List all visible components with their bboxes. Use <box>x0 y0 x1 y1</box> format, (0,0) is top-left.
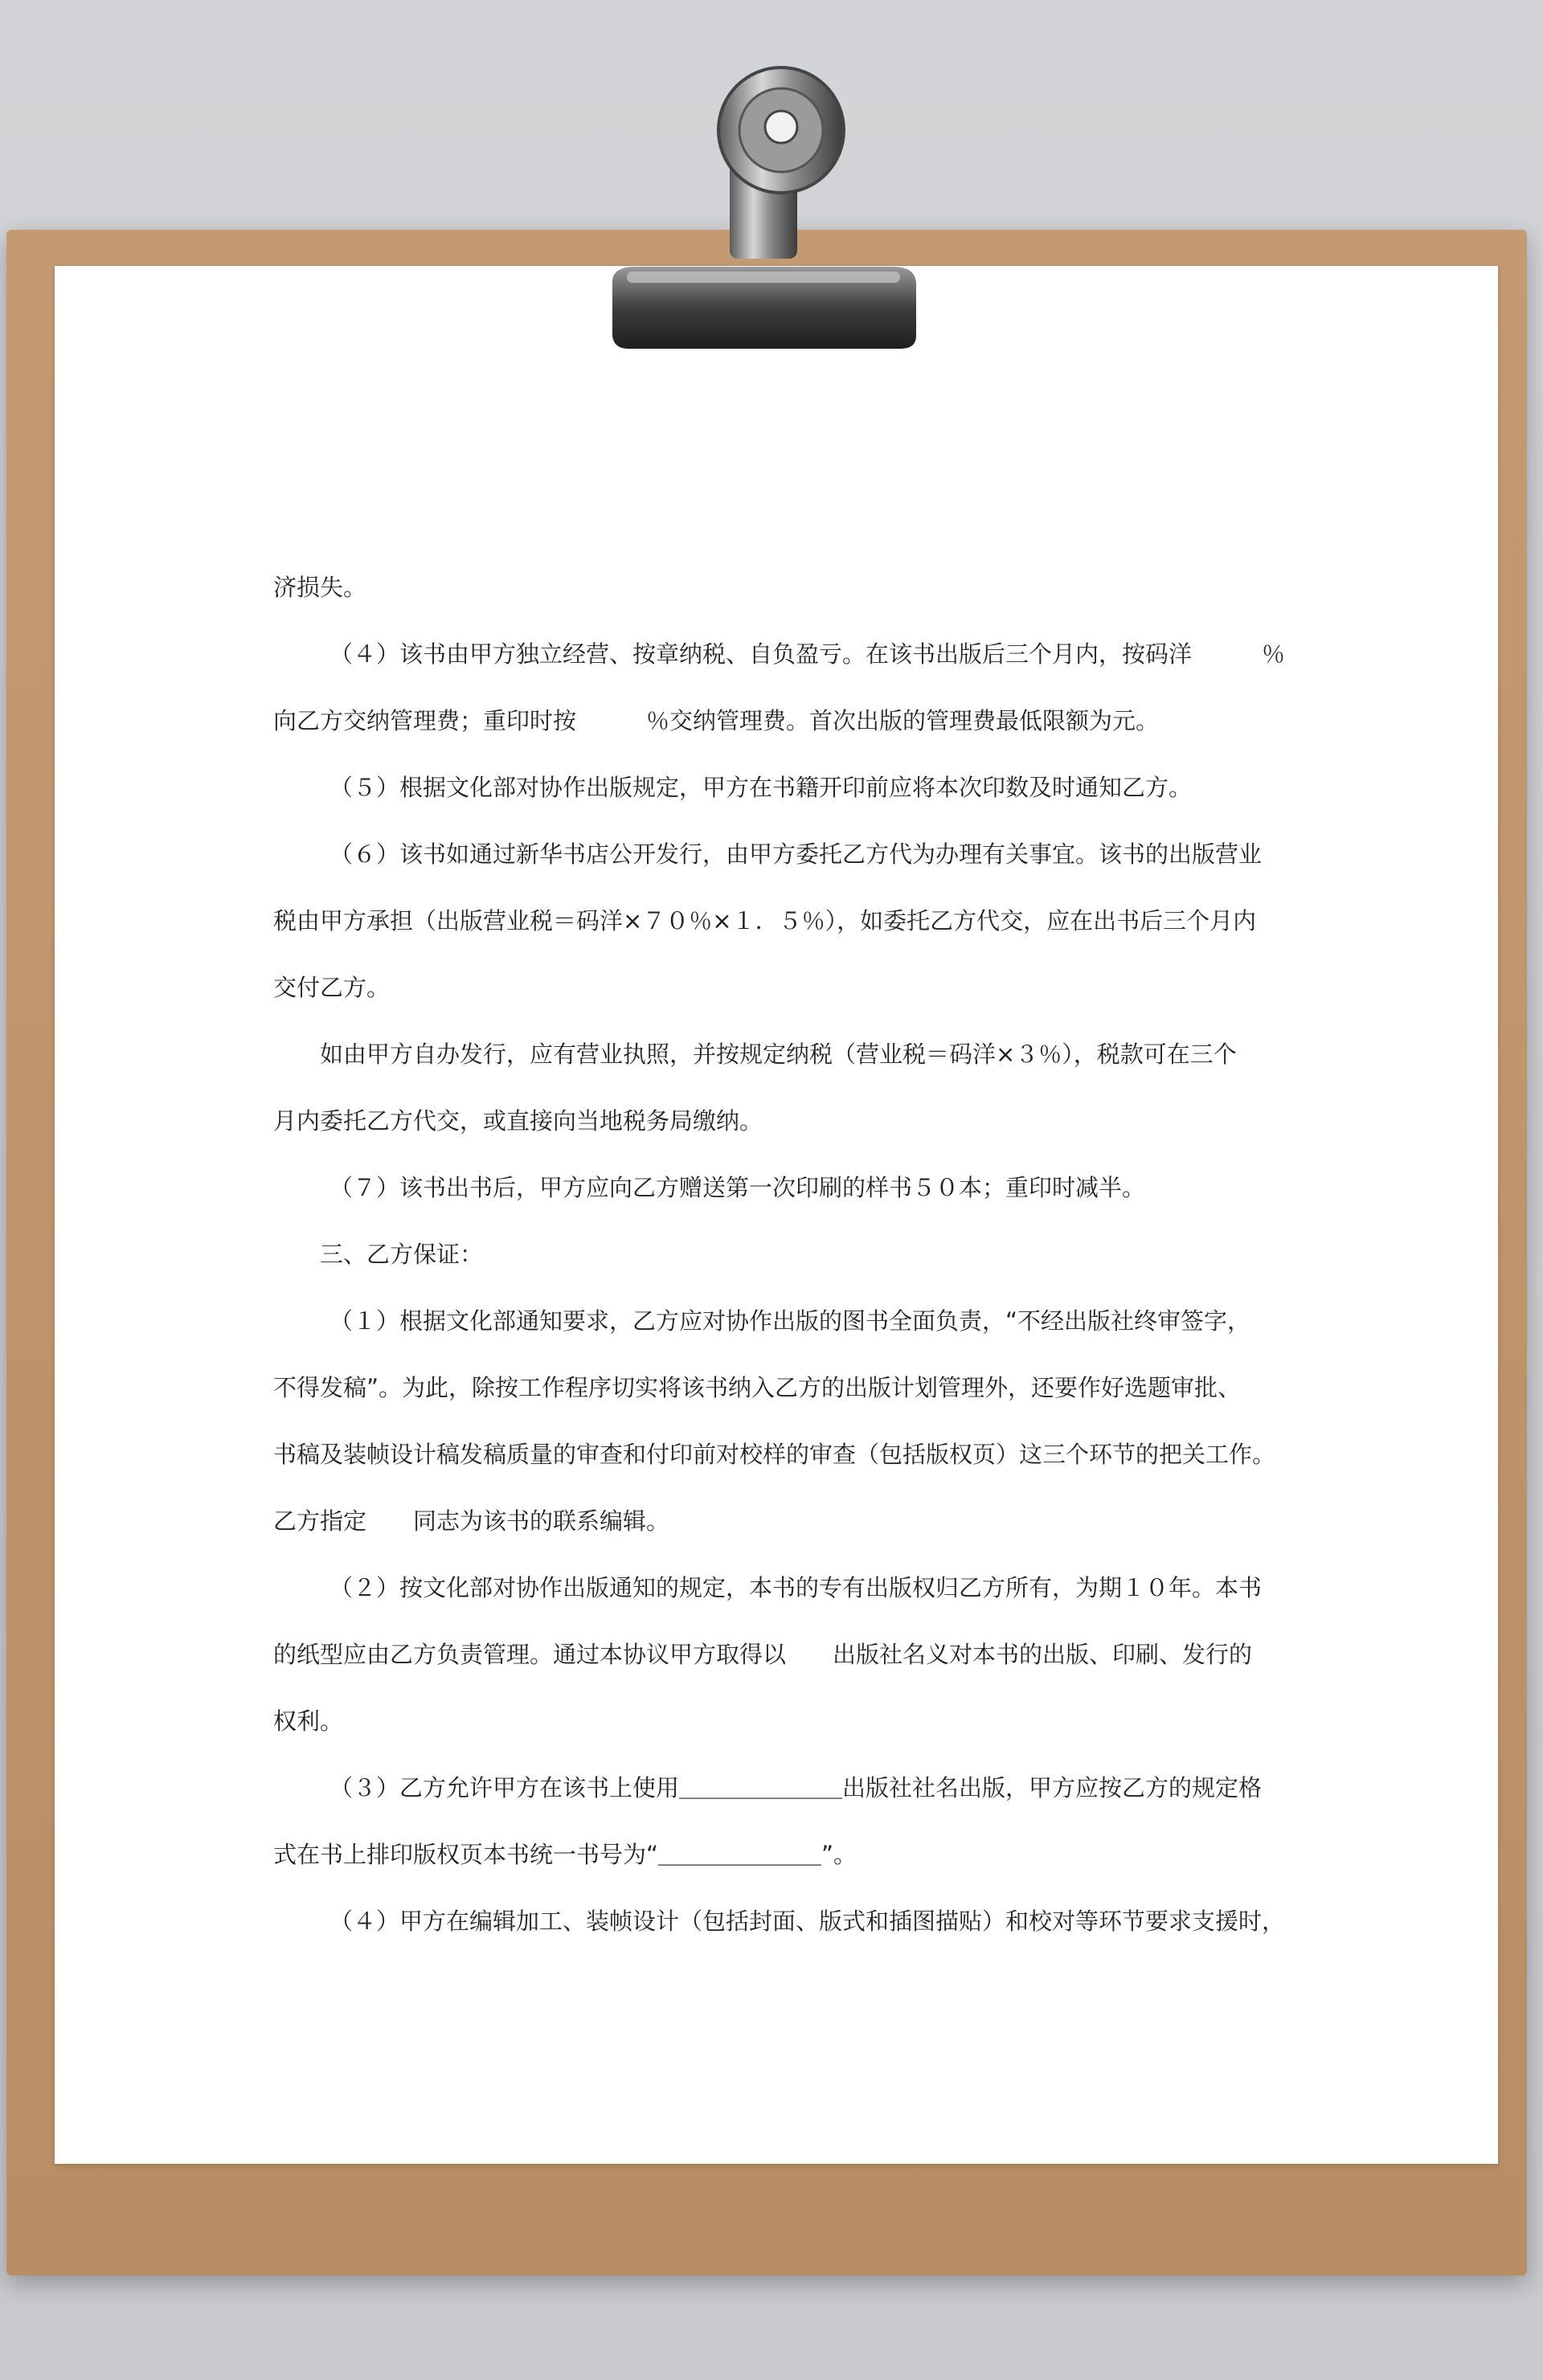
binder-clip-icon <box>579 50 948 355</box>
doc-line: （６）该书如通过新华书店公开发行，由甲方委托乙方代为办理有关事宜。该书的出版营业 <box>329 840 1263 868</box>
doc-line: （５）根据文化部对协作出版规定，甲方在书籍开印前应将本次印数及时通知乙方。 <box>329 774 1193 801</box>
doc-line: （４）甲方在编辑加工、装帧设计（包括封面、版式和插图描贴）和校对等环节要求支援时， <box>329 1908 1286 1935</box>
doc-line: 月内委托乙方代交，或直接向当地税务局缴纳。 <box>273 1107 763 1135</box>
doc-line: （１）根据文化部通知要求，乙方应对协作出版的图书全面负责，“不经出版社终审签字， <box>329 1307 1251 1335</box>
doc-line: （４）该书由甲方独立经营、按章纳税、自负盈亏。在该书出版后三个月内，按码洋 ％ <box>329 640 1286 668</box>
doc-line: （２）按文化部对协作出版通知的规定，本书的专有出版权归乙方所有，为期１０年。本书 <box>329 1574 1263 1601</box>
doc-line: 交付乙方。 <box>273 974 391 1001</box>
doc-line: 乙方指定 同志为该书的联系编辑。 <box>273 1507 670 1535</box>
doc-line: （３）乙方允许甲方在该书上使用＿＿＿＿＿＿＿出版社社名出版，甲方应按乙方的规定格 <box>329 1774 1263 1801</box>
doc-line: 书稿及装帧设计稿发稿质量的审查和付印前对校样的审查（包括版权页）这三个环节的把关工作。 <box>273 1441 1276 1468</box>
doc-line: 税由甲方承担（出版营业税＝码洋×７０％×１．５％），如委托乙方代交，应在出书后三个月内 <box>273 907 1257 934</box>
section-heading: 三、乙方保证： <box>320 1241 484 1268</box>
document-body <box>273 554 1286 1955</box>
doc-line: 的纸型应由乙方负责管理。通过本协议甲方取得以 出版社名义对本书的出版、印刷、发行的 <box>273 1641 1253 1668</box>
doc-line: 如由甲方自办发行，应有营业执照，并按规定纳税（营业税＝码洋×３％），税款可在三个 <box>320 1041 1237 1068</box>
doc-line: 权利。 <box>273 1707 344 1735</box>
doc-line: 济损失。 <box>273 574 367 601</box>
doc-line: 不得发稿”。为此，除按工作程序切实将该书纳入乙方的出版计划管理外，还要作好选题审批、 <box>273 1374 1242 1401</box>
doc-line: 式在书上排印版权页本书统一书号为“＿＿＿＿＿＿＿”。 <box>273 1841 857 1868</box>
doc-line: （７）该书出书后，甲方应向乙方赠送第一次印刷的样书５０本；重印时减半。 <box>329 1174 1146 1201</box>
doc-line: 向乙方交纳管理费；重印时按 ％交纳管理费。首次出版的管理费最低限额为元。 <box>273 707 1160 734</box>
